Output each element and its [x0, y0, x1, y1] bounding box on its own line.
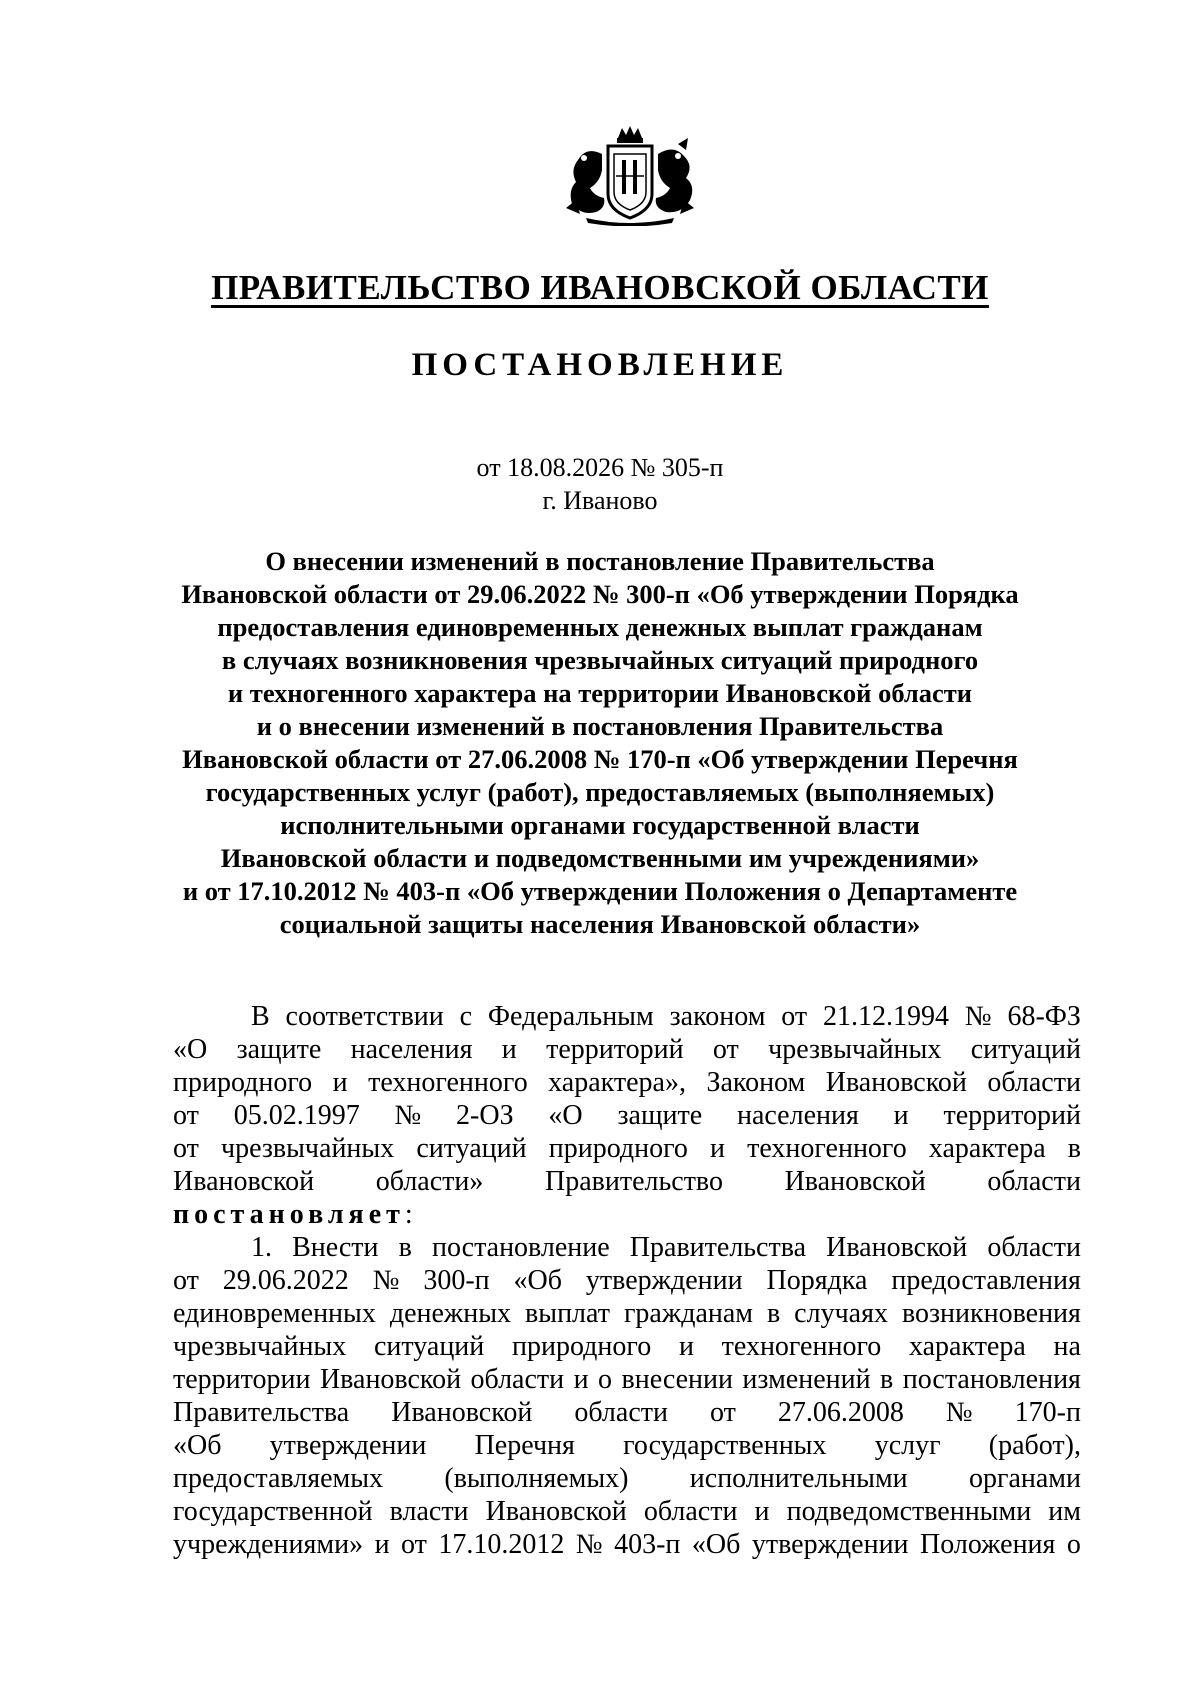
body-word: в: [398, 1232, 412, 1263]
body-word: №: [394, 1100, 422, 1131]
body-word: 29.06.2022: [222, 1265, 349, 1296]
body-word: Ивановской: [391, 1397, 533, 1428]
subject-line: Ивановской области от 29.06.2022 № 300-п «Об утверждении Порядка: [181, 579, 1019, 609]
body-line: [173, 1363, 1081, 1396]
body-word: чрезвычайных: [220, 1133, 395, 1164]
subject-line: Ивановской области и подведомственными им учреждениями»: [220, 843, 980, 873]
body-word: и: [573, 1364, 589, 1395]
body-word: Внести: [292, 1232, 379, 1263]
body-line: [173, 1099, 1081, 1132]
body-word: 68-ФЗ: [1007, 1001, 1081, 1032]
body-word: выплат: [525, 1298, 610, 1329]
body-word: №: [945, 1397, 973, 1428]
body-word: Ивановской: [319, 1364, 462, 1395]
body-word: 05.02.1997: [233, 1100, 360, 1131]
body-line: [173, 1429, 1081, 1462]
body-word: власти: [389, 1496, 469, 1527]
body-word: 170-п: [1014, 1397, 1081, 1428]
government-title-text: ПРАВИТЕЛЬСТВО ИВАНОВСКОЙ ОБЛАСТИ: [211, 268, 989, 307]
subject-line: Ивановской области от 27.06.2008 № 170-п «Об утверждении Перечня: [182, 744, 1018, 774]
body-word: услуг: [874, 1430, 941, 1461]
body-word: техногенного: [368, 1067, 528, 1098]
body-word: от: [710, 1397, 736, 1428]
document-type: ПОСТАНОВЛЕНИЕ: [411, 347, 789, 383]
body-word: Ивановской: [485, 1496, 627, 1527]
body-word: от: [781, 1001, 808, 1032]
document-city: г. Иваново: [542, 486, 658, 515]
body-word: в: [1067, 1133, 1081, 1164]
subject-line: предоставления единовременных денежных выплат гражданам: [217, 612, 983, 642]
body-word: области: [987, 1232, 1081, 1263]
body-word: Ивановской: [825, 1067, 967, 1098]
body-line: [173, 1264, 1081, 1297]
body-word: «Об: [691, 1529, 741, 1560]
body-word: Правительства: [173, 1397, 350, 1428]
body-word: и: [754, 1496, 770, 1527]
body-word: (работ),: [988, 1430, 1081, 1461]
body-line-resolves: [173, 1198, 1081, 1231]
subject-line: и о внесении изменений в постановления Правительства: [256, 711, 944, 741]
body-word: области: [643, 1496, 738, 1527]
government-title: [0, 268, 1200, 308]
body-word: населения: [736, 1100, 859, 1131]
body-word: Ивановской: [826, 1232, 968, 1263]
body-word: Федеральным: [487, 1001, 654, 1032]
body-word: случаях: [794, 1298, 888, 1329]
body-word: области: [987, 1166, 1081, 1197]
body-word: №: [372, 1265, 400, 1296]
body-line: [173, 1066, 1081, 1099]
body-word: техногенного: [721, 1331, 882, 1362]
body-word: ситуаций: [416, 1133, 527, 1164]
body-word: «О: [548, 1100, 583, 1131]
body-word: подведомственными: [786, 1496, 1032, 1527]
body-word: №: [575, 1529, 603, 1560]
body-word: единовременных: [173, 1298, 376, 1329]
body-word: органами: [968, 1463, 1081, 1494]
body-word: изменений: [742, 1364, 871, 1395]
body-word: №: [964, 1001, 992, 1032]
resolves-colon: :: [404, 1199, 413, 1230]
body-word: ситуаций: [373, 1331, 485, 1362]
subject-line: и от 17.10.2012 № 403-п «Об утверждении Положения о Департаменте: [182, 876, 1018, 906]
body-word: с: [459, 1001, 473, 1032]
body-word: области: [987, 1067, 1081, 1098]
subject-line: в случаях возникновения чрезвычайных ситуаций природного: [221, 645, 979, 675]
body-word: природного: [173, 1067, 313, 1098]
body-word: утверждении: [751, 1529, 909, 1560]
body-line: [173, 1396, 1081, 1429]
body-word: 21.12.1994: [823, 1001, 950, 1032]
body-line: [173, 1231, 1081, 1264]
body-word: денежных: [389, 1298, 512, 1329]
document-body: [173, 1000, 1081, 1561]
subject-line: государственных услуг (работ), предоставляемых (выполняемых): [205, 777, 995, 807]
body-word: области»: [375, 1166, 484, 1197]
body-word: территорий: [943, 1100, 1081, 1131]
body-word: от: [173, 1100, 199, 1131]
resolves-word: постановляет: [173, 1199, 405, 1230]
body-word: территорий: [546, 1034, 684, 1065]
body-word: Положения: [920, 1529, 1056, 1560]
body-word: области: [574, 1397, 668, 1428]
subject-line: социальной защиты населения Ивановской области»: [279, 909, 921, 939]
body-word: чрезвычайных: [768, 1034, 942, 1065]
body-line: [173, 1033, 1081, 1066]
body-word: гражданам: [623, 1298, 753, 1329]
body-word: от: [173, 1265, 199, 1296]
body-word: учреждениями»: [173, 1529, 364, 1560]
subject-line: О внесении изменений в постановление Правительства: [265, 546, 935, 576]
body-word: чрезвычайных: [173, 1331, 347, 1362]
body-word: и: [374, 1529, 390, 1560]
body-word: природного: [512, 1331, 652, 1362]
body-word: природного: [548, 1133, 688, 1164]
body-line: [173, 1165, 1081, 1198]
body-word: им: [1048, 1496, 1081, 1527]
body-word: «О: [173, 1034, 208, 1065]
body-word: предоставляемых: [173, 1463, 384, 1494]
body-word: Правительство: [545, 1166, 723, 1197]
body-word: «Об: [173, 1430, 222, 1461]
body-word: Перечня: [474, 1430, 575, 1461]
body-word: характера: [908, 1331, 1026, 1362]
body-word: 2-ОЗ: [456, 1100, 514, 1131]
document-subject: [150, 545, 1050, 941]
body-word: 27.06.2008: [777, 1397, 904, 1428]
body-word: на: [1053, 1331, 1081, 1362]
body-word: утверждении: [269, 1430, 427, 1461]
body-line: [173, 1528, 1081, 1561]
subject-line: исполнительными органами государственной власти: [280, 810, 920, 840]
body-word: характера»,: [548, 1067, 686, 1098]
body-word: защите: [236, 1034, 322, 1065]
body-word: о: [598, 1364, 613, 1395]
body-line: [173, 1132, 1081, 1165]
body-line: [173, 1330, 1081, 1363]
body-line: [173, 1495, 1081, 1528]
body-word: в: [880, 1364, 894, 1395]
body-word: В: [251, 1001, 270, 1032]
body-word: соответствии: [285, 1001, 444, 1032]
body-word: государственной: [173, 1496, 373, 1527]
body-word: и: [332, 1067, 348, 1098]
body-word: 17.10.2012: [438, 1529, 565, 1560]
body-word: характера: [928, 1133, 1046, 1164]
body-word: и: [501, 1034, 517, 1065]
body-word: от: [401, 1529, 427, 1560]
body-word: ситуаций: [970, 1034, 1081, 1065]
body-word: внесении: [621, 1364, 733, 1395]
body-word: государственных: [623, 1430, 827, 1461]
body-line: [173, 1297, 1081, 1330]
body-word: Правительства: [629, 1232, 806, 1263]
body-word: территории: [173, 1364, 311, 1395]
body-word: техногенного: [747, 1133, 907, 1164]
body-word: Ивановской: [784, 1166, 926, 1197]
body-word: возникновения: [901, 1298, 1081, 1329]
body-word: постановление: [431, 1232, 610, 1263]
body-word: населения: [350, 1034, 473, 1065]
body-word: области: [470, 1364, 565, 1395]
body-line: [173, 1462, 1081, 1495]
body-word: Порядка: [766, 1265, 868, 1296]
body-word: утверждении: [585, 1265, 743, 1296]
body-word: «Об: [513, 1265, 562, 1296]
document-date-number: от 18.08.2026 № 305-п: [476, 453, 724, 482]
body-word: и: [710, 1133, 726, 1164]
body-word: защите: [617, 1100, 703, 1131]
coat-of-arms-icon: [556, 124, 704, 226]
body-word: 300-п: [423, 1265, 490, 1296]
body-word: и: [678, 1331, 694, 1362]
body-line: [173, 1000, 1081, 1033]
body-word: постановления: [902, 1364, 1081, 1395]
body-word: и: [893, 1100, 909, 1131]
body-word: о: [1066, 1529, 1081, 1560]
subject-line: и техногенного характера на территории Ивановской области: [227, 678, 973, 708]
body-word: Ивановской: [173, 1166, 315, 1197]
body-word: предоставления: [891, 1265, 1081, 1296]
body-word: в: [766, 1298, 781, 1329]
body-word: Законом: [706, 1067, 806, 1098]
body-word: (выполняемых): [444, 1463, 629, 1494]
body-word: 1.: [251, 1232, 272, 1263]
body-word: исполнительными: [689, 1463, 908, 1494]
body-word: законом: [669, 1001, 766, 1032]
body-word: от: [712, 1034, 739, 1065]
body-word: 403-п: [614, 1529, 681, 1560]
body-word: от: [173, 1133, 199, 1164]
